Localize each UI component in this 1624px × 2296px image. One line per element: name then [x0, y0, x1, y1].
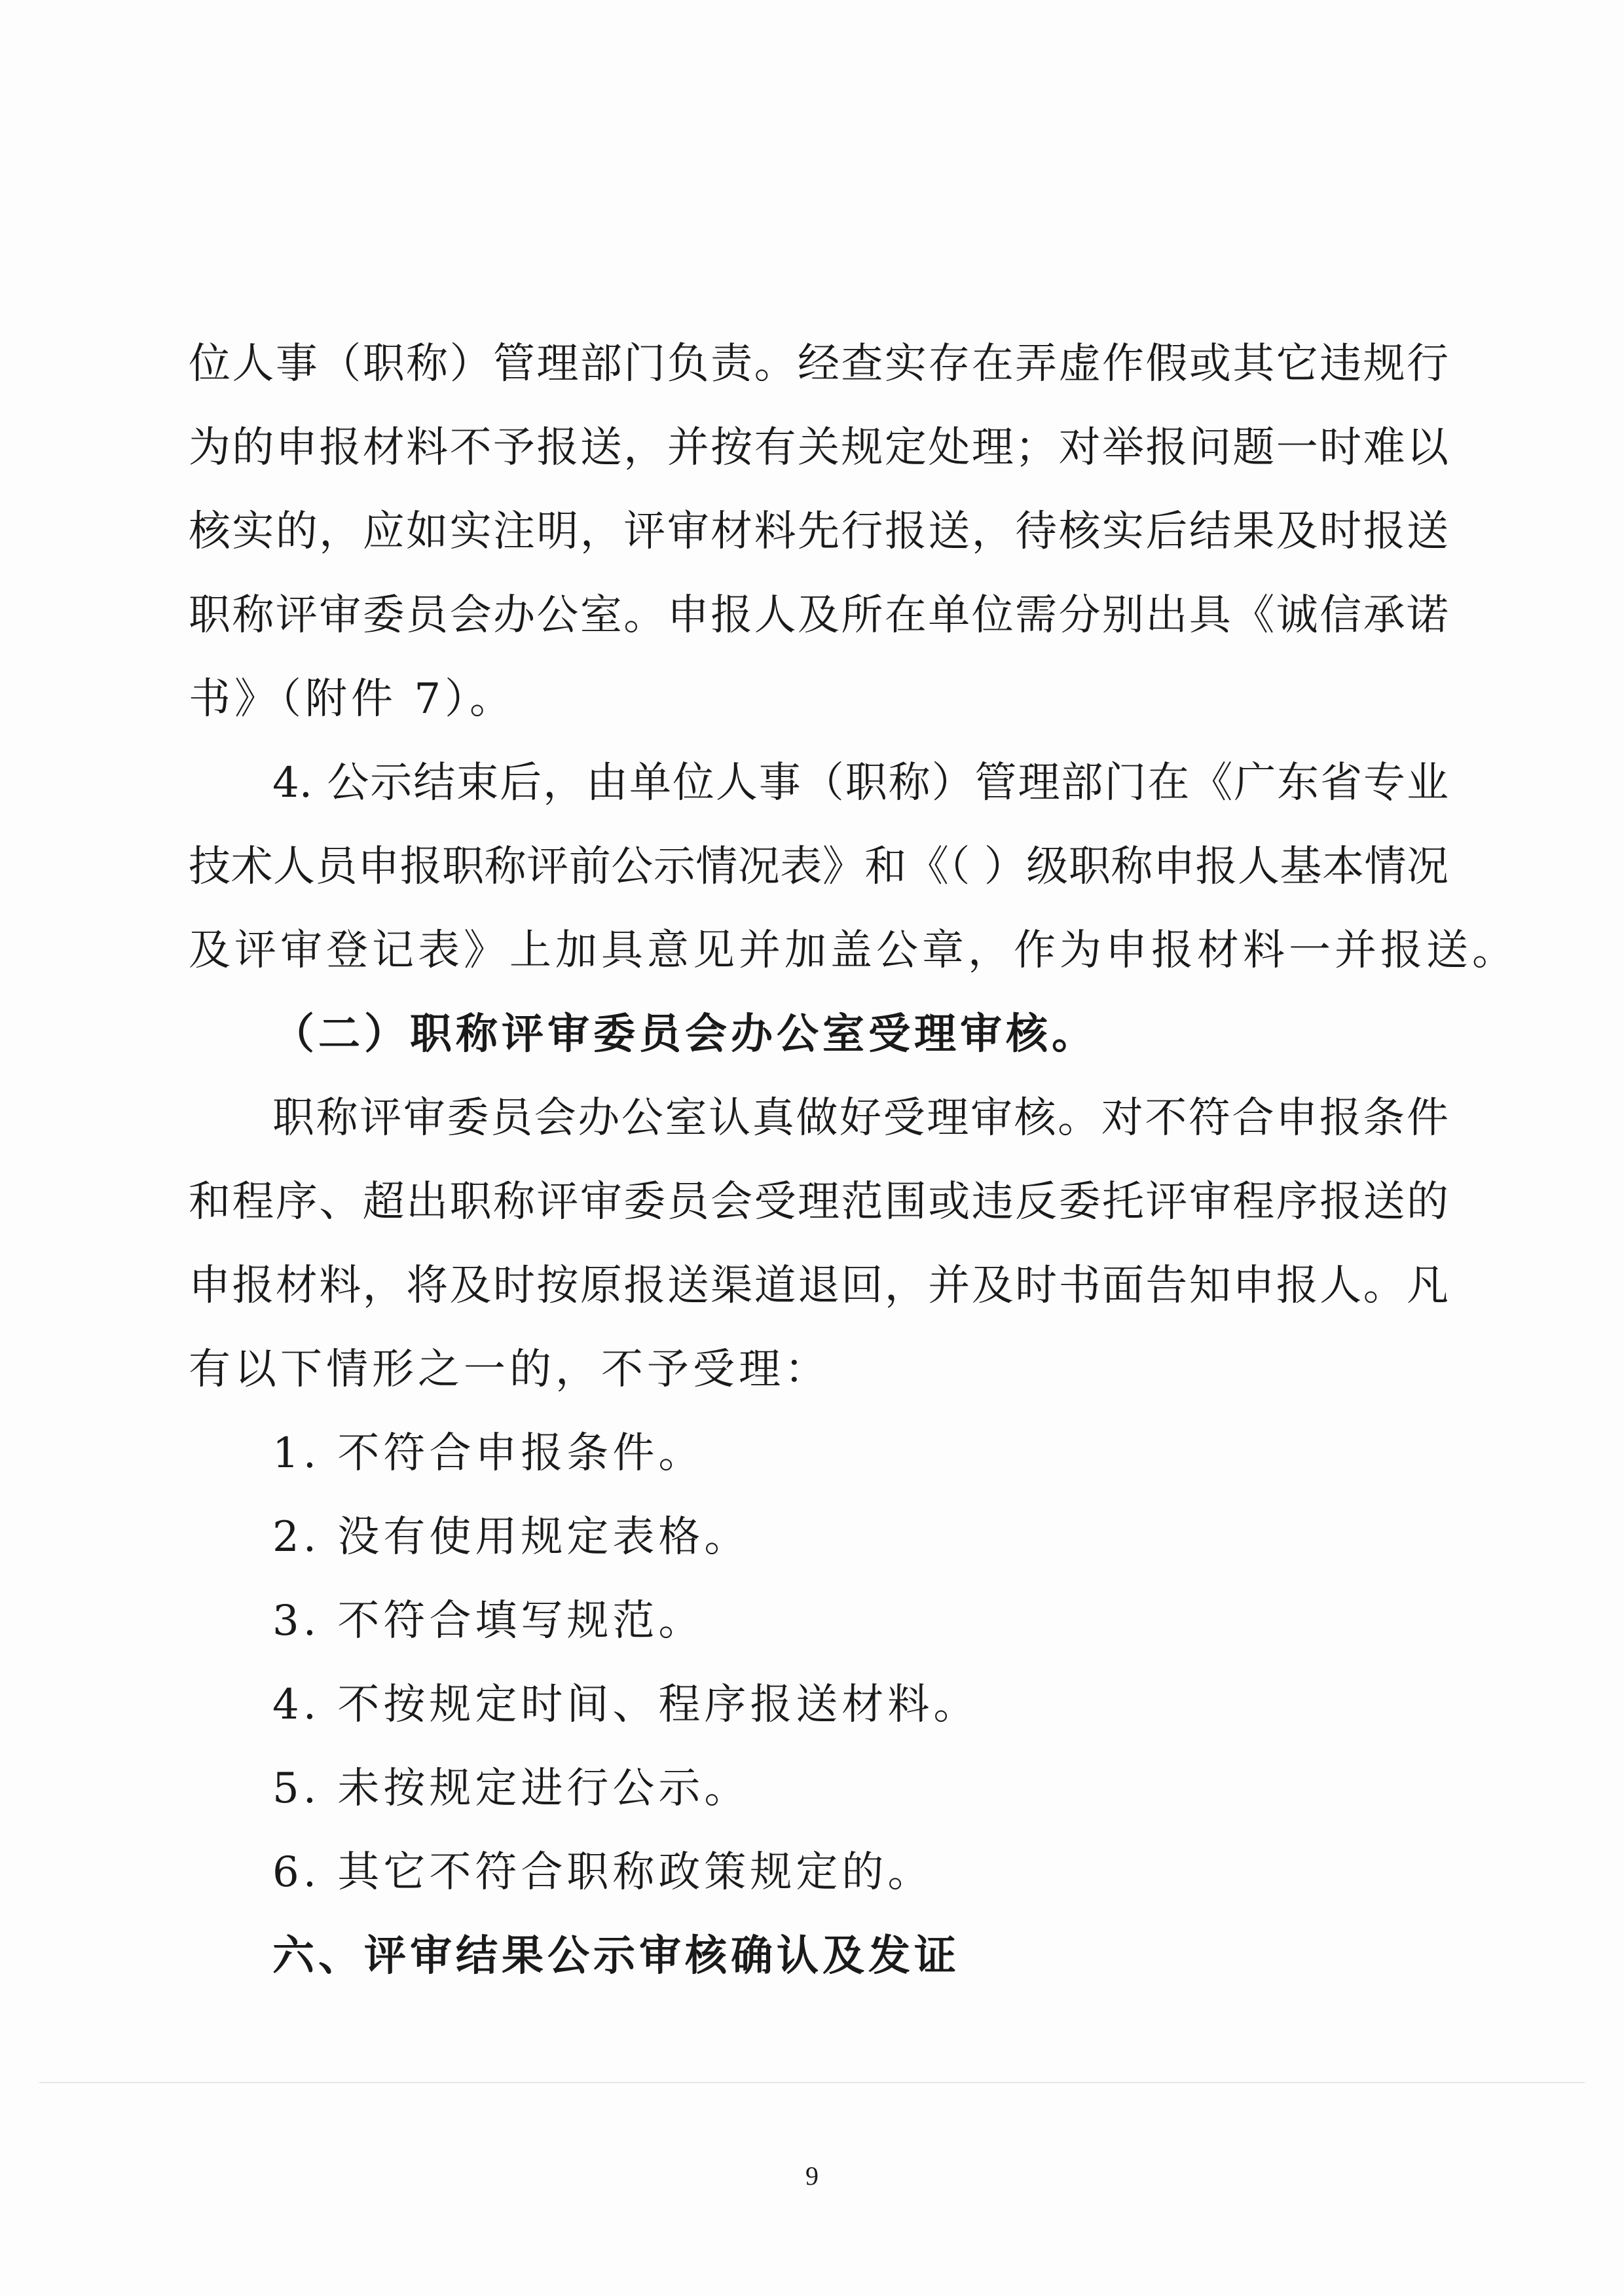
paragraph-line: 及评审登记表》上加具意见并加盖公章，作为申报材料一并报送。	[189, 926, 1518, 975]
paragraph-line: 位人事（职称）管理部门负责。经查实存在弄虚作假或其它违规行	[189, 340, 1449, 388]
subsection-heading: （二）职称评审委员会办公室受理审核。	[272, 1010, 1098, 1059]
paragraph-line: 申报材料，将及时按原报送渠道退回，并及时书面告知申报人。凡	[189, 1262, 1449, 1310]
paragraph-line: 职称评审委员会办公室。申报人及所在单位需分别出具《诚信承诺	[189, 591, 1449, 640]
list-item: 5. 未按规定进行公示。	[272, 1764, 750, 1813]
paragraph-line: 有以下情形之一的，不予受理：	[189, 1345, 830, 1394]
footer-divider	[39, 2082, 1585, 2083]
page-number: 9	[805, 2161, 819, 2191]
list-item: 2. 没有使用规定表格。	[272, 1513, 750, 1561]
list-item: 1. 不符合申报条件。	[272, 1429, 705, 1478]
paragraph-line: 和程序、超出职称评审委员会受理范围或违反委托评审程序报送的	[189, 1178, 1449, 1226]
list-item: 4. 不按规定时间、程序报送材料。	[272, 1681, 980, 1729]
paragraph-line: 4. 公示结束后，由单位人事（职称）管理部门在《广东省专业	[272, 759, 1449, 807]
section-heading: 六、评审结果公示审核确认及发证	[272, 1932, 960, 1980]
paragraph-line: 书》（附件 7）。	[189, 675, 516, 723]
paragraph-line: 技术人员申报职称评前公示情况表》和《（ ）级职称申报人基本情况	[189, 843, 1449, 891]
list-item: 3. 不符合填写规范。	[272, 1597, 705, 1645]
paragraph-line: 为的申报材料不予报送，并按有关规定处理；对举报问题一时难以	[189, 424, 1449, 472]
list-item: 6. 其它不符合职称政策规定的。	[272, 1848, 934, 1897]
paragraph-line: 职称评审委员会办公室认真做好受理审核。对不符合申报条件	[272, 1094, 1449, 1142]
paragraph-line: 核实的，应如实注明，评审材料先行报送，待核实后结果及时报送	[189, 507, 1449, 556]
